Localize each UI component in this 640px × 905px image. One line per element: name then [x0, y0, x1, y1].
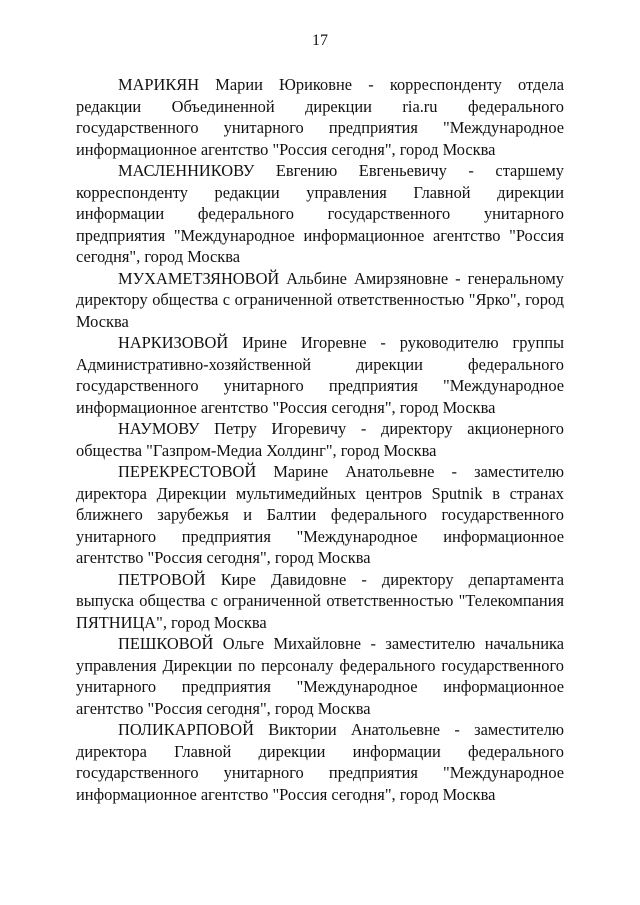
award-entry-peshkova: ПЕШКОВОЙ Ольге Михайловне - заместителю начальника управления Дирекции по персоналу федерального государственного унитарного предприятия "Международное информационное агентство "Россия сегодня", город Москва — [76, 634, 564, 718]
award-entry-maslennikov: МАСЛЕННИКОВУ Евгению Евгеньевичу - старшему корреспонденту редакции управления Главной дирекции информации федерального государственного унитарного предприятия "Международное информационное агентство "Россия сегодня", город Москва — [76, 161, 564, 266]
award-entry-narkizova: НАРКИЗОВОЙ Ирине Игоревне - руководителю группы Административно-хозяйственной дирекции федерального государственного унитарного предприятия "Международное информационное агентство "Россия сегодня", город Москва — [76, 333, 564, 417]
award-entry-perekrestova: ПЕРЕКРЕСТОВОЙ Марине Анатольевне - заместителю директора Дирекции мультимедийных центров Sputnik в странах ближнего зарубежья и Балтии федерального государственного унитарного предприятия "Международное информационное агентство "Россия сегодня", город Москва — [76, 462, 564, 567]
award-entry-marikyan: МАРИКЯН Марии Юриковне - корреспонденту отдела редакции Объединенной дирекции ria.ru федерального государственного унитарного предприятия "Международное информационное агентство "Россия сегодня", город Москва — [76, 75, 564, 159]
page-number: 17 — [312, 32, 328, 49]
award-entry-naumov: НАУМОВУ Петру Игоревичу - директору акционерного общества "Газпром-Медиа Холдинг", город Москва — [76, 419, 564, 460]
award-entry-petrova: ПЕТРОВОЙ Кире Давидовне - директору департамента выпуска общества с ограниченной ответственностью "Телекомпания ПЯТНИЦА", город Москва — [76, 569, 564, 632]
award-entry-polikarpova: ПОЛИКАРПОВОЙ Виктории Анатольевне - заместителю директора Главной дирекции информации федерального государственного унитарного предприятия "Международное информационное агентство "Россия сегодня", город Москва — [76, 720, 564, 804]
award-entry-mukhametzyanova: МУХАМЕТЗЯНОВОЙ Альбине Амирзяновне - генеральному директору общества с ограниченной ответственностью "Ярко", город Москва — [76, 268, 564, 331]
document-body — [76, 74, 564, 805]
